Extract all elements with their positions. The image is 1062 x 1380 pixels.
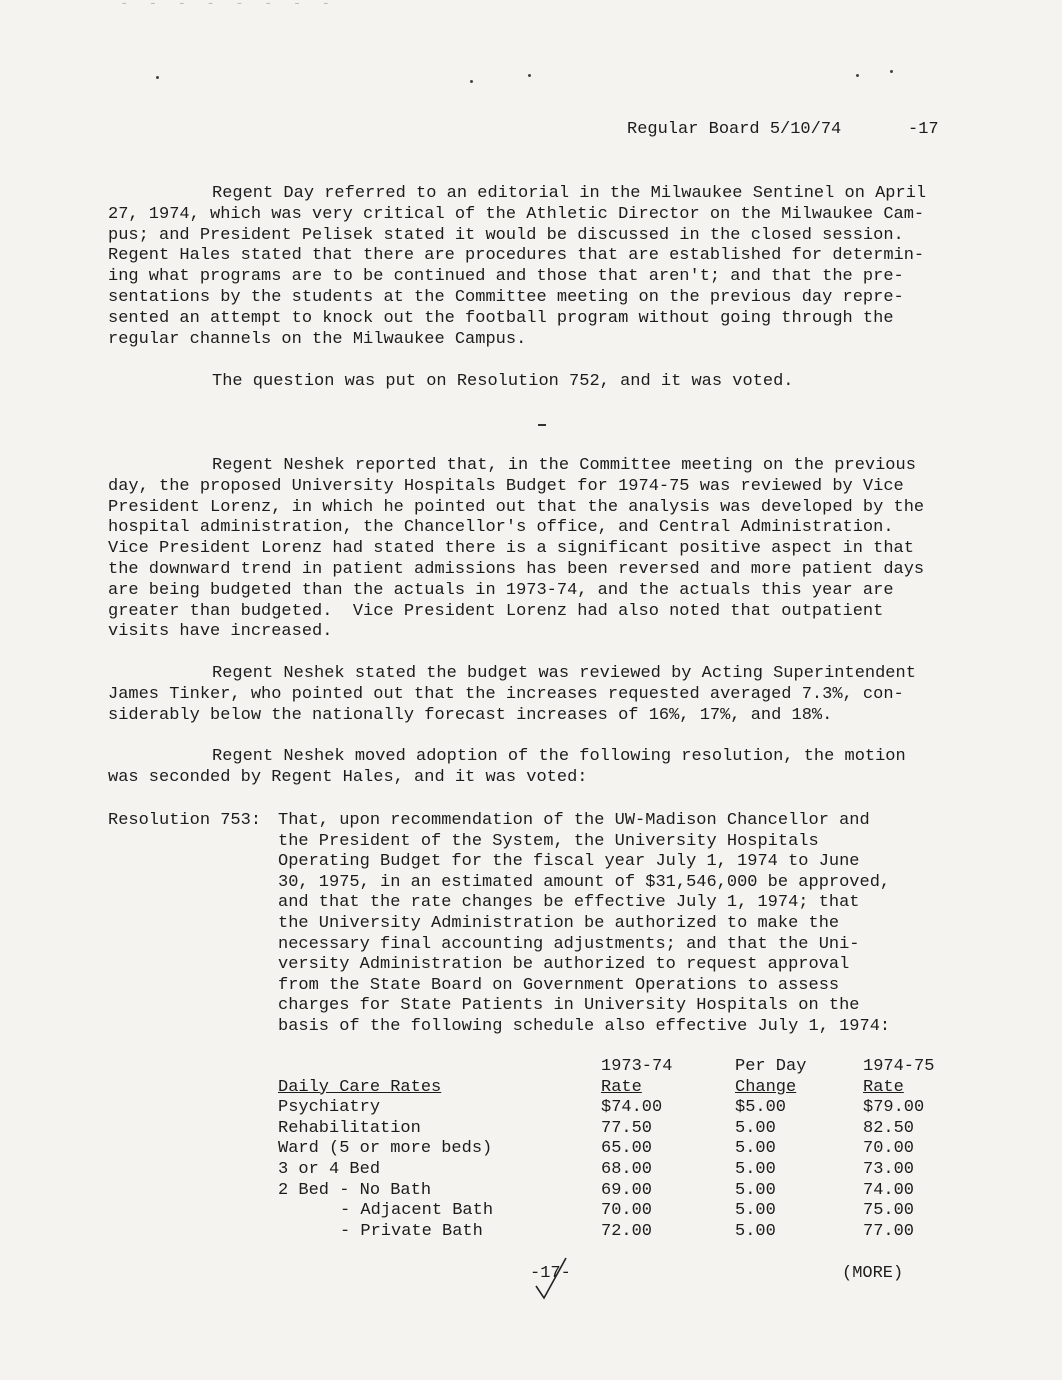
speck: [856, 74, 859, 77]
paragraph-editorial: [108, 184, 943, 350]
paragraph-line: was seconded by Regent Hales, and it was voted:: [108, 767, 588, 787]
paragraph-motion: [108, 747, 943, 789]
resolution-line: and that the rate changes be effective July 1, 1974; that: [278, 893, 860, 913]
per-day-change: 5.00: [735, 1139, 776, 1159]
paragraph-line: The question was put on Resolution 752, and it was voted.: [212, 372, 794, 391]
table-header-cell: Per Day: [735, 1057, 807, 1076]
paragraph-line: Regent Hales stated that there are procedures that are established for determin-: [108, 246, 925, 266]
paragraph-line: President Lorenz, in which he pointed out that the analysis was developed by the: [108, 497, 925, 517]
table-header-cell: Daily Care Rates: [278, 1077, 442, 1097]
table-header-cell: 1973-74: [601, 1057, 673, 1076]
per-day-change: 5.00: [735, 1118, 776, 1138]
paragraph-line: hospital administration, the Chancellor's office, and Central Administration.: [108, 518, 894, 538]
rate-category: 3 or 4 Bed: [278, 1159, 381, 1179]
page-header-title: Regular Board 5/10/74: [627, 120, 842, 139]
rate-1973-74: 68.00: [601, 1159, 653, 1179]
paragraph-line: James Tinker, who pointed out that the increases requested averaged 7.3%, con-: [108, 684, 904, 704]
speck: [528, 74, 531, 77]
paragraph-line: Regent Day referred to an editorial in the Milwaukee Sentinel on April: [212, 184, 927, 203]
paragraph-line: greater than budgeted. Vice President Lorenz had also noted that outpatient: [108, 601, 884, 621]
rate-category: - Private Bath: [340, 1221, 483, 1241]
rate-1973-74: 77.50: [601, 1118, 653, 1138]
rate-category: Rehabilitation: [278, 1118, 421, 1138]
rate-1973-74: 72.00: [601, 1221, 653, 1241]
table-row: [278, 1201, 953, 1222]
paragraph-line: 27, 1974, which was very critical of the Athletic Director on the Milwaukee Cam-: [108, 204, 925, 224]
paragraph-hospital-budget: [108, 456, 943, 643]
table-row: [278, 1160, 953, 1181]
table-header-cell: Change: [735, 1077, 797, 1097]
rate-1973-74: 70.00: [601, 1201, 653, 1221]
paragraph-budget-review: [108, 664, 943, 726]
top-edge-marks: - - - - - - - -: [120, 0, 337, 12]
page-header-number: -17: [908, 120, 939, 139]
speck: [470, 80, 473, 83]
resolution-text: [278, 811, 918, 1038]
section-separator: [538, 424, 546, 426]
resolution-line: charges for State Patients in University Hospitals on the: [278, 996, 860, 1016]
rate-category: - Adjacent Bath: [340, 1201, 494, 1221]
paragraph-line: Regent Neshek reported that, in the Committee meeting on the previous: [212, 456, 916, 475]
rate-1974-75: 73.00: [863, 1159, 915, 1179]
speck: [890, 70, 893, 73]
per-day-change: 5.00: [735, 1221, 776, 1241]
paragraph-line: Vice President Lorenz had stated there is a significant positive aspect in that: [108, 539, 914, 559]
resolution-label: Resolution 753:: [108, 811, 262, 830]
table-row: [278, 1098, 953, 1119]
paragraph-line: regular channels on the Milwaukee Campus.: [108, 329, 527, 349]
resolution-line: That, upon recommendation of the UW-Madison Chancellor and: [278, 811, 870, 830]
rate-1973-74: 69.00: [601, 1180, 653, 1200]
rate-category: Psychiatry: [278, 1098, 381, 1118]
rate-1974-75: 82.50: [863, 1118, 915, 1138]
table-row: [278, 1222, 953, 1243]
table-header-cell: Rate: [863, 1077, 904, 1097]
table-row: [278, 1181, 953, 1202]
paragraph-line: sentations by the students at the Committee meeting on the previous day repre-: [108, 287, 904, 307]
per-day-change: 5.00: [735, 1180, 776, 1200]
table-header-cell: [278, 1057, 583, 1078]
resolution-line: the President of the System, the University Hospitals: [278, 831, 819, 851]
paragraph-line: day, the proposed University Hospitals Budget for 1974-75 was reviewed by Vice: [108, 476, 904, 496]
per-day-change: $5.00: [735, 1098, 787, 1118]
rate-1974-75: 74.00: [863, 1180, 915, 1200]
paragraph-line: pus; and President Pelisek stated it would be discussed in the closed session.: [108, 225, 904, 245]
paragraph-line: visits have increased.: [108, 622, 333, 642]
table-row: [278, 1119, 953, 1140]
rate-1974-75: 75.00: [863, 1201, 915, 1221]
rate-1974-75: $79.00: [863, 1098, 925, 1118]
paragraph-line: are being budgeted than the actuals in 1973-74, and the actuals this year are: [108, 580, 894, 600]
resolution-line: from the State Board on Government Operations to assess: [278, 975, 840, 995]
resolution-line: 30, 1975, in an estimated amount of $31,546,000 be approved,: [278, 872, 891, 892]
paragraph-line: Regent Neshek stated the budget was reviewed by Acting Superintendent: [212, 664, 916, 683]
rate-category: Ward (5 or more beds): [278, 1139, 493, 1159]
paragraph-line: Regent Neshek moved adoption of the following resolution, the motion: [212, 747, 906, 766]
resolution-line: basis of the following schedule also effective July 1, 1974:: [278, 1016, 891, 1036]
table-header-cell: Rate: [601, 1077, 642, 1097]
table-row: [278, 1139, 953, 1160]
rate-category: 2 Bed - No Bath: [278, 1180, 432, 1200]
paragraph-line: the downward trend in patient admissions has been reversed and more patient days: [108, 559, 925, 579]
rate-1973-74: $74.00: [601, 1098, 663, 1118]
resolution-line: necessary final accounting adjustments; and that the Uni-: [278, 934, 860, 954]
resolution-line: Operating Budget for the fiscal year July 1, 1974 to June: [278, 852, 860, 872]
paragraph-vote-752: [108, 372, 943, 393]
rate-1974-75: 70.00: [863, 1139, 915, 1159]
check-mark-icon: [532, 1256, 572, 1304]
table-header-cell: 1974-75: [863, 1057, 935, 1076]
paragraph-line: siderably below the nationally forecast increases of 16%, 17%, and 18%.: [108, 705, 833, 725]
resolution-line: versity Administration be authorized to request approval: [278, 955, 850, 975]
paragraph-line: ing what programs are to be continued and those that aren't; and that the pre-: [108, 267, 904, 287]
speck: [156, 76, 159, 79]
paragraph-line: sented an attempt to knock out the football program without going through the: [108, 308, 894, 328]
rate-1973-74: 65.00: [601, 1139, 653, 1159]
more-indicator: (MORE): [842, 1264, 904, 1283]
rate-1974-75: 77.00: [863, 1221, 915, 1241]
table-header-row-bottom: [278, 1078, 953, 1099]
page-footer-number: -17-: [530, 1264, 571, 1283]
table-header-row-top: [278, 1057, 953, 1078]
daily-care-rates-table: [278, 1057, 953, 1242]
resolution-line: the University Administration be authorized to make the: [278, 913, 840, 933]
per-day-change: 5.00: [735, 1201, 776, 1221]
per-day-change: 5.00: [735, 1159, 776, 1179]
